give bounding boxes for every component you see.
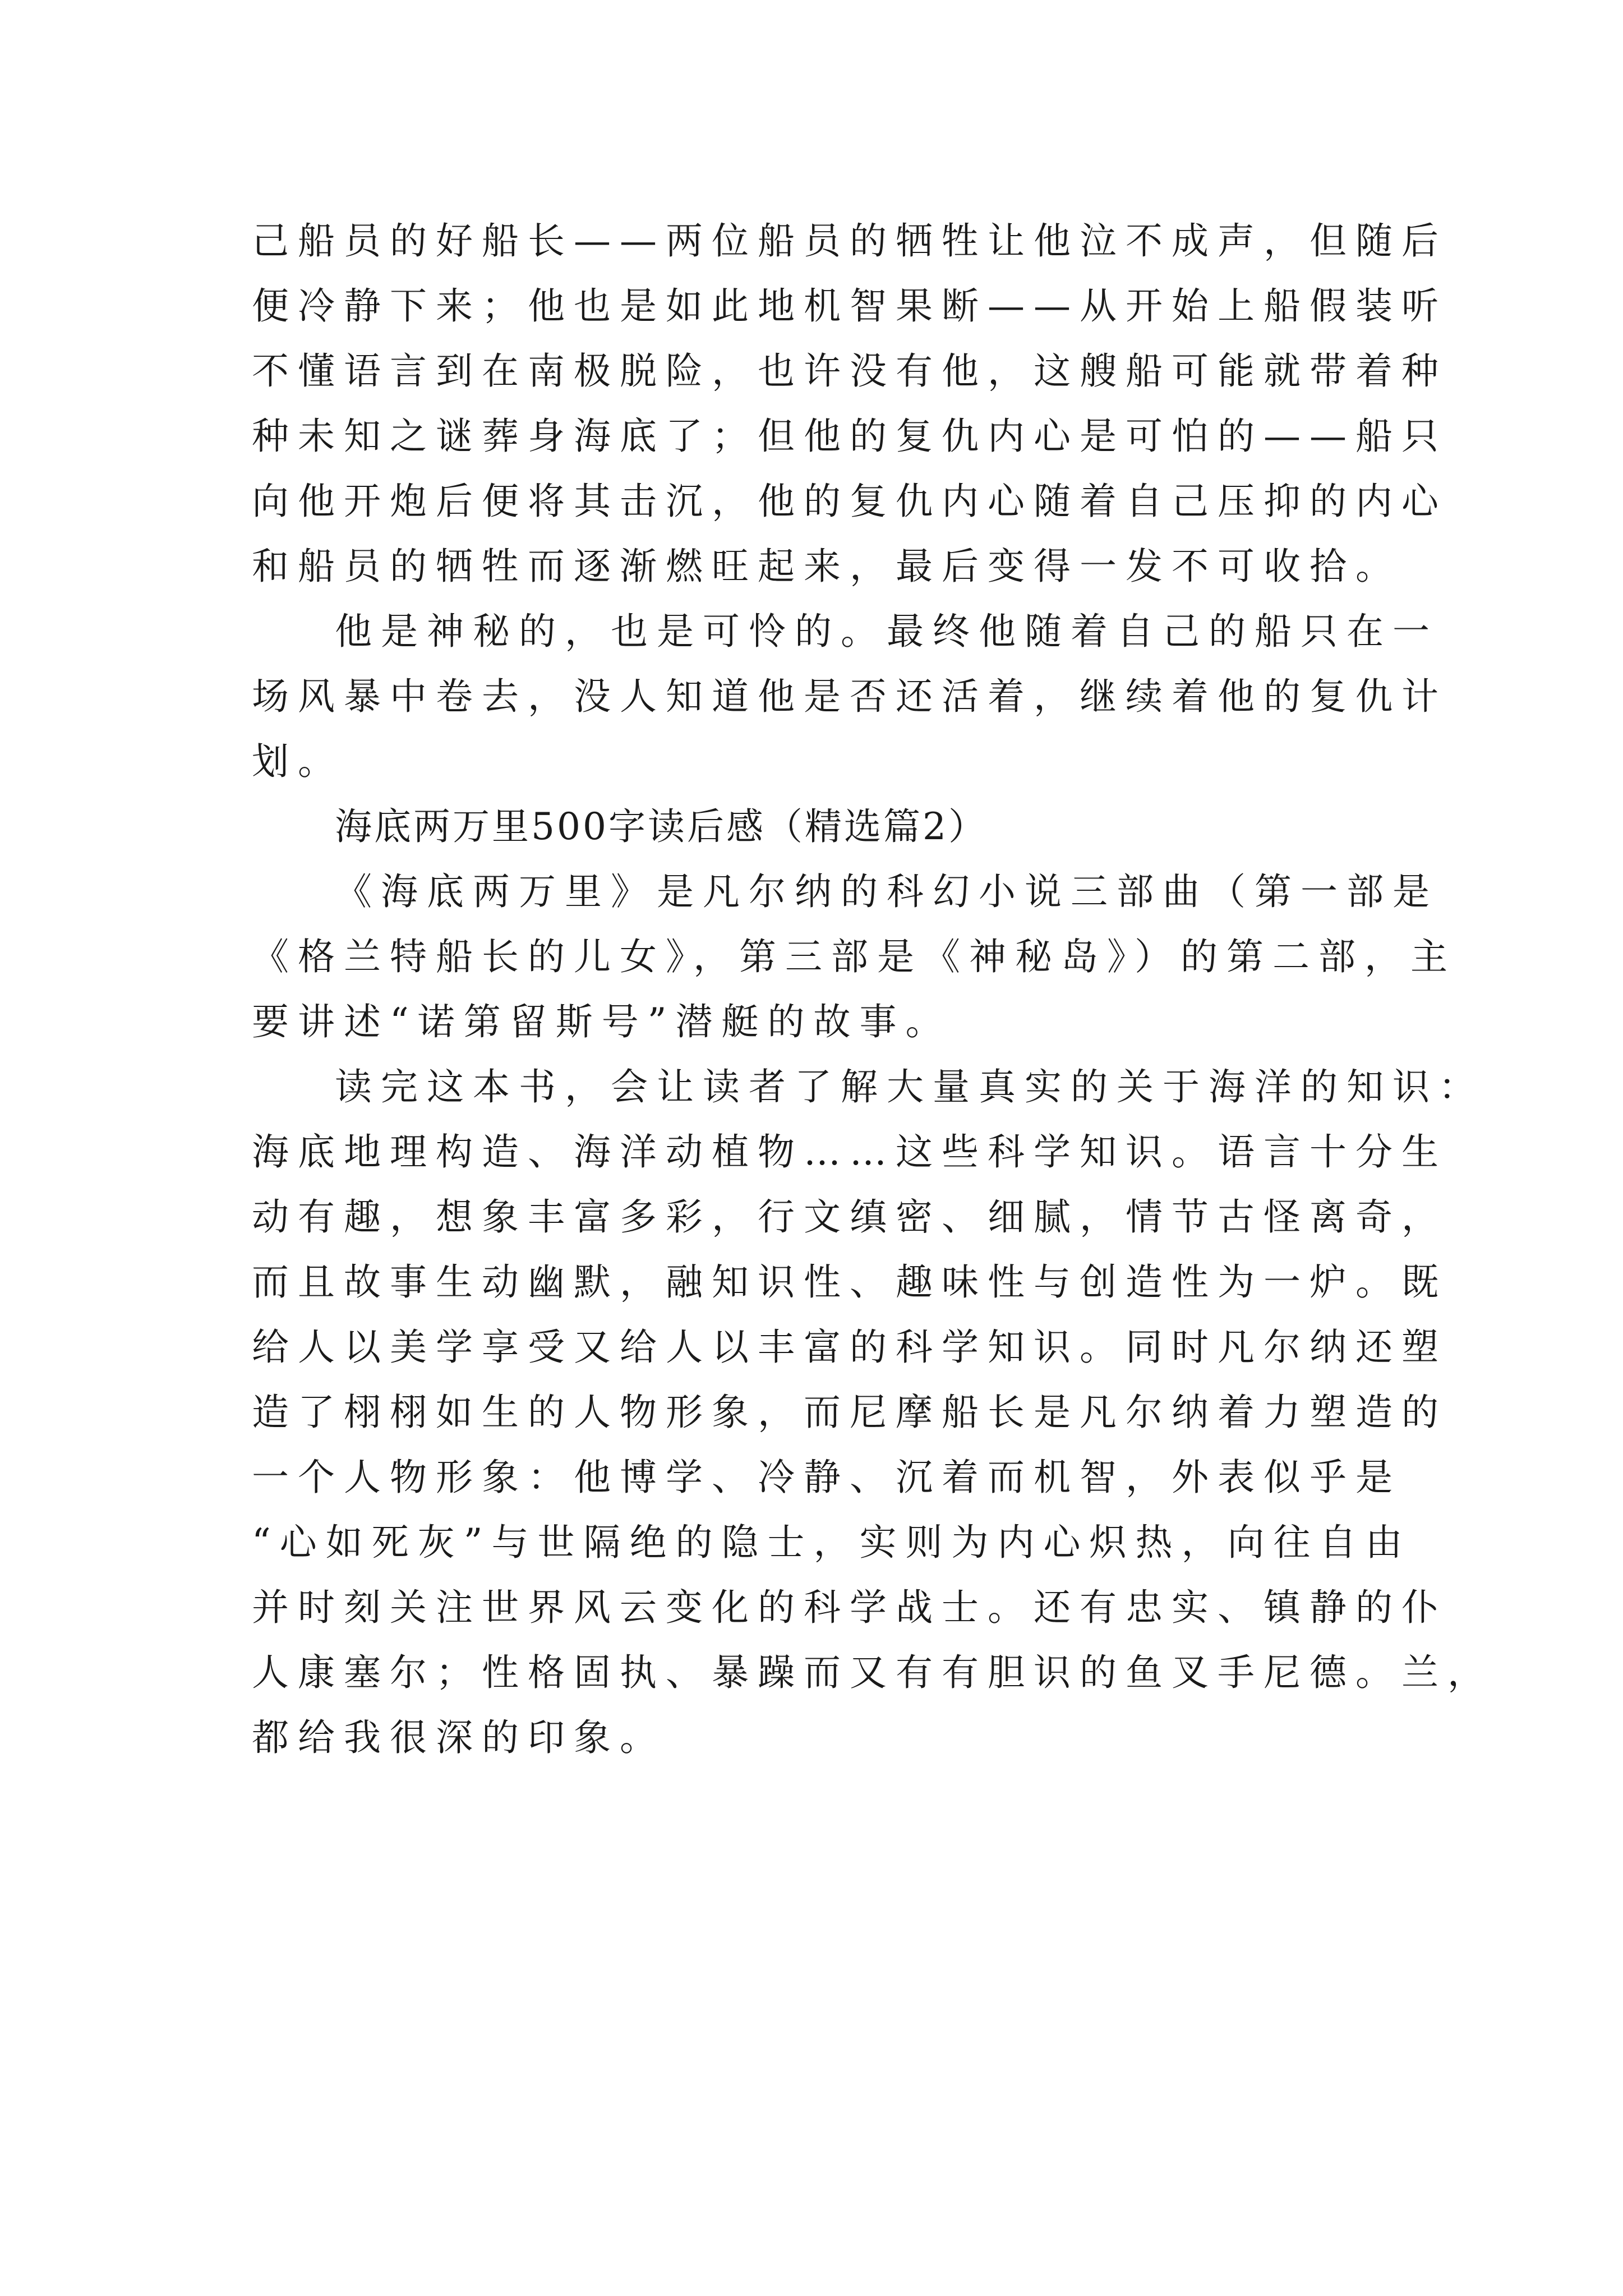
- heading-text: 海底两万里500字读后感（精选篇2）: [335, 805, 988, 848]
- text-line: 他是神秘的，也是可怜的。最终他随着自己的船只在一: [335, 610, 1438, 653]
- paragraph-1: [252, 209, 1447, 599]
- paragraph-4: [252, 1055, 1493, 1770]
- text-line: 都给我很深的印象。: [252, 1716, 666, 1759]
- text-line: 划。: [252, 740, 344, 783]
- text-line: 读完这本书，会让读者了解大量真实的关于海洋的知识：: [335, 1065, 1484, 1108]
- text-line: 而且故事生动幽默，融知识性、趣味性与创造性为一炉。既: [252, 1260, 1447, 1304]
- text-line: 造了栩栩如生的人物形象，而尼摩船长是凡尔纳着力塑造的: [252, 1391, 1447, 1434]
- text-line: 己船员的好船长——两位船员的牺牲让他泣不成声，但随后: [252, 219, 1447, 263]
- paragraph-3: [252, 859, 1456, 1055]
- text-line: 《海底两万里》是凡尔纳的科幻小说三部曲（第一部是: [335, 870, 1438, 913]
- text-line: 人康塞尔；性格固执、暴躁而又有有胆识的鱼叉手尼德。兰，: [252, 1651, 1493, 1694]
- text-line: “心如死灰”与世隔绝的隐士，实则为内心炽热，向往自由: [252, 1521, 1412, 1564]
- text-line: 给人以美学享受又给人以丰富的科学知识。同时凡尔纳还塑: [252, 1326, 1447, 1369]
- text-line: 向他开炮后便将其击沉，他的复仇内心随着自己压抑的内心: [252, 480, 1447, 523]
- text-line: 海底地理构造、海洋动植物……这些科学知识。语言十分生: [252, 1130, 1447, 1174]
- text-line: 种未知之谜葬身海底了；但他的复仇内心是可怕的——船只: [252, 415, 1447, 458]
- text-line: 要讲述“诺第留斯号”潜艇的故事。: [252, 1000, 952, 1043]
- document-body: [252, 209, 1493, 1770]
- section-heading: [252, 794, 1388, 859]
- text-line: 并时刻关注世界风云变化的科学战士。还有忠实、镇静的仆: [252, 1586, 1447, 1629]
- text-line: 不懂语言到在南极脱险，也许没有他，这艘船可能就带着种: [252, 349, 1447, 393]
- text-line: 场风暴中卷去，没人知道他是否还活着，继续着他的复仇计: [252, 675, 1447, 718]
- text-line: 《格兰特船长的儿女》，第三部是《神秘岛》）的第二部，主: [252, 935, 1456, 978]
- text-line: 和船员的牺牲而逐渐燃旺起来，最后变得一发不可收拾。: [252, 545, 1401, 588]
- paragraph-2: [252, 599, 1447, 794]
- text-line: 便冷静下来；他也是如此地机智果断——从开始上船假装听: [252, 284, 1447, 328]
- text-line: 一个人物形象：他博学、冷静、沉着而机智，外表似乎是: [252, 1456, 1401, 1499]
- text-line: 动有趣，想象丰富多彩，行文缜密、细腻，情节古怪离奇，: [252, 1195, 1447, 1239]
